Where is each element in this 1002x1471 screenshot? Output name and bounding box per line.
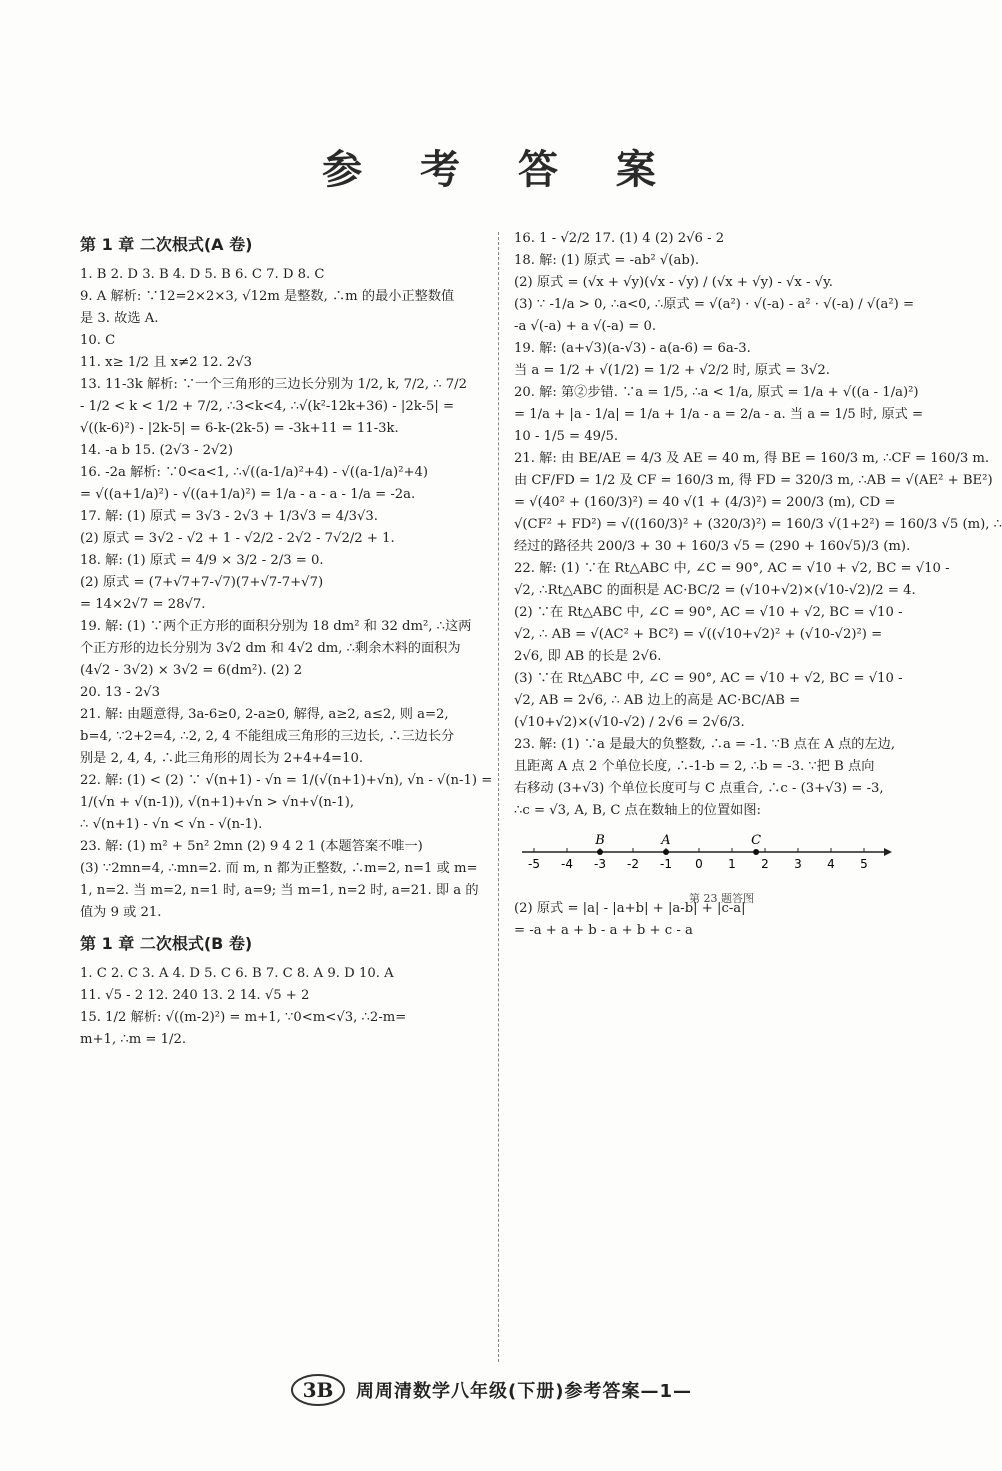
answer-line: = 1/a + |a - 1/a| = 1/a + 1/a - a = 2/a - a. 当 a = 1/5 时, 原式 = bbox=[514, 407, 924, 422]
answer-line: (3) ∵ -1/a > 0, ∴a<0, ∴原式 = √(a²) · √(-a) - a² · √(-a) / √(a²) = bbox=[514, 297, 915, 312]
answer-line: 15. 1/2 解析: √((m-2)²) = m+1, ∵0<m<√3, ∴2-m= bbox=[80, 1010, 407, 1025]
point-b bbox=[597, 849, 603, 855]
answer-line: (3) ∵2mn=4, ∴mn=2. 而 m, n 都为正整数, ∴m=2, n=1 或 m= bbox=[80, 861, 478, 876]
answer-line: (4√2 - 3√2) × 3√2 = 6(dm²). (2) 2 bbox=[80, 663, 303, 678]
answer-line: √(CF² + FD²) = √((160/3)² + (320/3)²) = 160/3 √(1+2²) = 160/3 √5 (m), ∴ bbox=[514, 517, 1002, 532]
answers-a bbox=[80, 264, 493, 924]
answer-line: 由 CF/FD = 1/2 及 CF = 160/3 m, 得 FD = 320/3 m, ∴AB = √(AE² + BE²) bbox=[514, 473, 993, 488]
page-title: 参 考 答 案 bbox=[322, 146, 678, 193]
answer-line: 个正方形的边长分别为 3√2 dm 和 4√2 dm, ∴剩余木料的面积为 bbox=[80, 641, 461, 656]
point-label: B bbox=[595, 833, 605, 848]
answer-line: 16. -2a 解析: ∵0<a<1, ∴√((a-1/a)²+4) - √((a-1/a)²+4) bbox=[80, 465, 429, 480]
answer-line: 20. 13 - 2√3 bbox=[80, 685, 160, 700]
tick-label: 1 bbox=[728, 857, 736, 871]
arrow-icon bbox=[884, 848, 892, 856]
answer-line: (2) 原式 = 3√2 - √2 + 1 - √2/2 - 2√2 - 7√2/2 + 1. bbox=[80, 531, 395, 546]
answer-line: (2) ∵在 Rt△ABC 中, ∠C = 90°, AC = √10 + √2, BC = √10 - bbox=[514, 605, 903, 620]
answer-line: - 1/2 < k < 1/2 + 7/2, ∴3<k<4, ∴√(k²-12k+36) - |2k-5| = bbox=[80, 399, 455, 414]
answer-line: √2, AB = 2√6, ∴ AB 边上的高是 AC·BC/AB = bbox=[514, 693, 801, 708]
answer-line: 17. 解: (1) 原式 = 3√3 - 2√3 + 1/3√3 = 4/3√3. bbox=[80, 509, 378, 524]
answer-line: 经过的路径共 200/3 + 30 + 160/3 √5 = (290 + 160√5)/3 (m). bbox=[514, 539, 911, 554]
answer-line: 21. 解: 由 BE/AE = 4/3 及 AE = 40 m, 得 BE = 160/3 m, ∴CF = 160/3 m. bbox=[514, 451, 990, 466]
answer-line: = √((a+1/a)²) - √((a+1/a)²) = 1/a - a - a - 1/a = -2a. bbox=[80, 487, 416, 502]
answer-line: 9. A 解析: ∵12=2×2×3, √12m 是整数, ∴m 的最小正整数值 bbox=[80, 289, 455, 304]
tick-label: -4 bbox=[561, 857, 573, 871]
answer-line: 11. x≥ 1/2 且 x≠2 12. 2√3 bbox=[80, 355, 253, 370]
answer-line: 别是 2, 4, 4, ∴此三角形的周长为 2+4+4=10. bbox=[80, 751, 364, 766]
column-divider bbox=[498, 232, 499, 1362]
answer-line: = -a + a + b - a + b + c - a bbox=[514, 923, 693, 938]
point-c bbox=[753, 849, 759, 855]
answer-line: (3) ∵在 Rt△ABC 中, ∠C = 90°, AC = √10 + √2, BC = √10 - bbox=[514, 671, 903, 686]
tick-label: 4 bbox=[827, 857, 835, 871]
answer-line: 23. 解: (1) ∵a 是最大的负整数, ∴a = -1. ∵B 点在 A 点的左边, bbox=[514, 737, 896, 752]
answer-line: (2) 原式 = (7+√7+7-√7)(7+√7-7+√7) bbox=[80, 575, 324, 590]
answer-line: (√10+√2)×(√10-√2) / 2√6 = 2√6/3. bbox=[514, 715, 745, 730]
figure-caption: 第 23 题答图 bbox=[689, 892, 754, 905]
tick-label: 0 bbox=[695, 857, 703, 871]
tick-label: -5 bbox=[528, 857, 540, 871]
tick-label: -1 bbox=[660, 857, 672, 871]
answer-line: 18. 解: (1) 原式 = -ab² √(ab). bbox=[514, 253, 700, 268]
answer-line: 右移动 (3+√3) 个单位长度可与 C 点重合, ∴c - (3+√3) = -3, bbox=[514, 781, 884, 796]
answer-line: 值为 9 或 21. bbox=[80, 905, 162, 920]
answer-line: 21. 解: 由题意得, 3a-6≥0, 2-a≥0, 解得, a≥2, a≤2, 则 a=2, bbox=[80, 707, 449, 722]
footer-text: 周周清数学八年级(下册)参考答案—1— bbox=[356, 1381, 692, 1402]
point-a bbox=[663, 849, 669, 855]
answer-line: = √(40² + (160/3)²) = 40 √(1 + (4/3)²) = 200/3 (m), CD = bbox=[514, 495, 896, 510]
tick-label: -3 bbox=[594, 857, 606, 871]
answer-line: 13. 11-3k 解析: ∵一个三角形的三边长分别为 1/2, k, 7/2, ∴ 7/2 bbox=[80, 377, 468, 392]
left-column bbox=[80, 228, 493, 1051]
chapter-heading-a: 第 1 章 二次根式(A 卷) bbox=[80, 235, 253, 254]
answer-line: 1. B 2. D 3. B 4. D 5. B 6. C 7. D 8. C bbox=[80, 267, 325, 282]
answer-line: 1. C 2. C 3. A 4. D 5. C 6. B 7. C 8. A 9. D 10. A bbox=[80, 966, 394, 981]
point-label: C bbox=[751, 833, 762, 848]
svg-text:3B: 3B bbox=[302, 1378, 334, 1402]
answer-line: √((k-6)²) - |2k-5| = 6-k-(2k-5) = -3k+11 = 11-3k. bbox=[80, 421, 399, 436]
answer-line: 2√6, 即 AB 的长是 2√6. bbox=[514, 649, 662, 664]
answer-line: m+1, ∴m = 1/2. bbox=[80, 1032, 187, 1047]
tick-label: 5 bbox=[860, 857, 868, 871]
answer-line: 22. 解: (1) < (2) ∵ √(n+1) - √n = 1/(√(n+1)+√n), √n - √(n-1) = bbox=[80, 773, 493, 788]
answers-b bbox=[80, 963, 485, 1051]
right-column bbox=[514, 228, 1002, 942]
answer-line: = 14×2√7 = 28√7. bbox=[80, 597, 206, 612]
answers-right bbox=[514, 228, 1002, 822]
brand-logo-icon bbox=[290, 1372, 346, 1408]
answer-line: (2) 原式 = |a| - |a+b| + |a-b| + |c-a| bbox=[514, 901, 746, 916]
number-line-figure bbox=[514, 828, 929, 905]
answer-line: 22. 解: (1) ∵在 Rt△ABC 中, ∠C = 90°, AC = √10 + √2, BC = √10 - bbox=[514, 561, 950, 576]
answer-line: 当 a = 1/2 + √(1/2) = 1/2 + √2/2 时, 原式 = 3√2. bbox=[514, 363, 830, 378]
answer-line: 14. -a b 15. (2√3 - 2√2) bbox=[80, 443, 233, 458]
answer-line: ∴c = √3, A, B, C 点在数轴上的位置如图: bbox=[514, 803, 761, 818]
answer-line: 1, n=2. 当 m=2, n=1 时, a=9; 当 m=1, n=2 时, a=21. 即 a 的 bbox=[80, 883, 479, 898]
answer-line: √2, ∴ AB = √(AC² + BC²) = √((√10+√2)² + (√10-√2)²) = bbox=[514, 627, 883, 642]
page-footer bbox=[290, 1372, 850, 1408]
answer-line: 是 3. 故选 A. bbox=[80, 311, 159, 326]
answer-line: 19. 解: (a+√3)(a-√3) - a(a-6) = 6a-3. bbox=[514, 341, 751, 356]
answer-line: 且距离 A 点 2 个单位长度, ∴-1-b = 2, ∴b = -3. ∵把 B 点向 bbox=[514, 759, 875, 774]
tick-label: -2 bbox=[627, 857, 639, 871]
answer-line: b=4, ∵2+2=4, ∴2, 2, 4 不能组成三角形的三边长, ∴三边长分 bbox=[80, 729, 455, 744]
answer-line: 18. 解: (1) 原式 = 4/9 × 3/2 - 2/3 = 0. bbox=[80, 553, 324, 568]
tick-label: 3 bbox=[794, 857, 802, 871]
answer-line: ∴ √(n+1) - √n < √n - √(n-1). bbox=[80, 817, 263, 832]
answer-line: 10 - 1/5 = 49/5. bbox=[514, 429, 619, 444]
answer-line: 11. √5 - 2 12. 240 13. 2 14. √5 + 2 bbox=[80, 988, 310, 1003]
number-line bbox=[514, 828, 894, 880]
point-label: A bbox=[661, 833, 671, 848]
answer-line: -a √(-a) + a √(-a) = 0. bbox=[514, 319, 657, 334]
answer-line: 20. 解: 第②步错. ∵a = 1/5, ∴a < 1/a, 原式 = 1/a + √((a - 1/a)²) bbox=[514, 385, 919, 400]
answer-line: 19. 解: (1) ∵两个正方形的面积分别为 18 dm² 和 32 dm², ∴这两 bbox=[80, 619, 472, 634]
answer-line: 16. 1 - √2/2 17. (1) 4 (2) 2√6 - 2 bbox=[514, 231, 725, 246]
answer-line: 10. C bbox=[80, 333, 116, 348]
answer-line: 1/(√n + √(n-1)), √(n+1)+√n > √n+√(n-1), bbox=[80, 795, 355, 810]
chapter-heading-b: 第 1 章 二次根式(B 卷) bbox=[80, 934, 253, 953]
answer-line: (2) 原式 = (√x + √y)(√x - √y) / (√x + √y) - √x - √y. bbox=[514, 275, 833, 290]
answer-line: √2, ∴Rt△ABC 的面积是 AC·BC/2 = (√10+√2)×(√10-√2)/2 = 4. bbox=[514, 583, 916, 598]
tick-label: 2 bbox=[761, 857, 769, 871]
answer-line: 23. 解: (1) m² + 5n² 2mn (2) 9 4 2 1 (本题答案不唯一) bbox=[80, 839, 423, 854]
